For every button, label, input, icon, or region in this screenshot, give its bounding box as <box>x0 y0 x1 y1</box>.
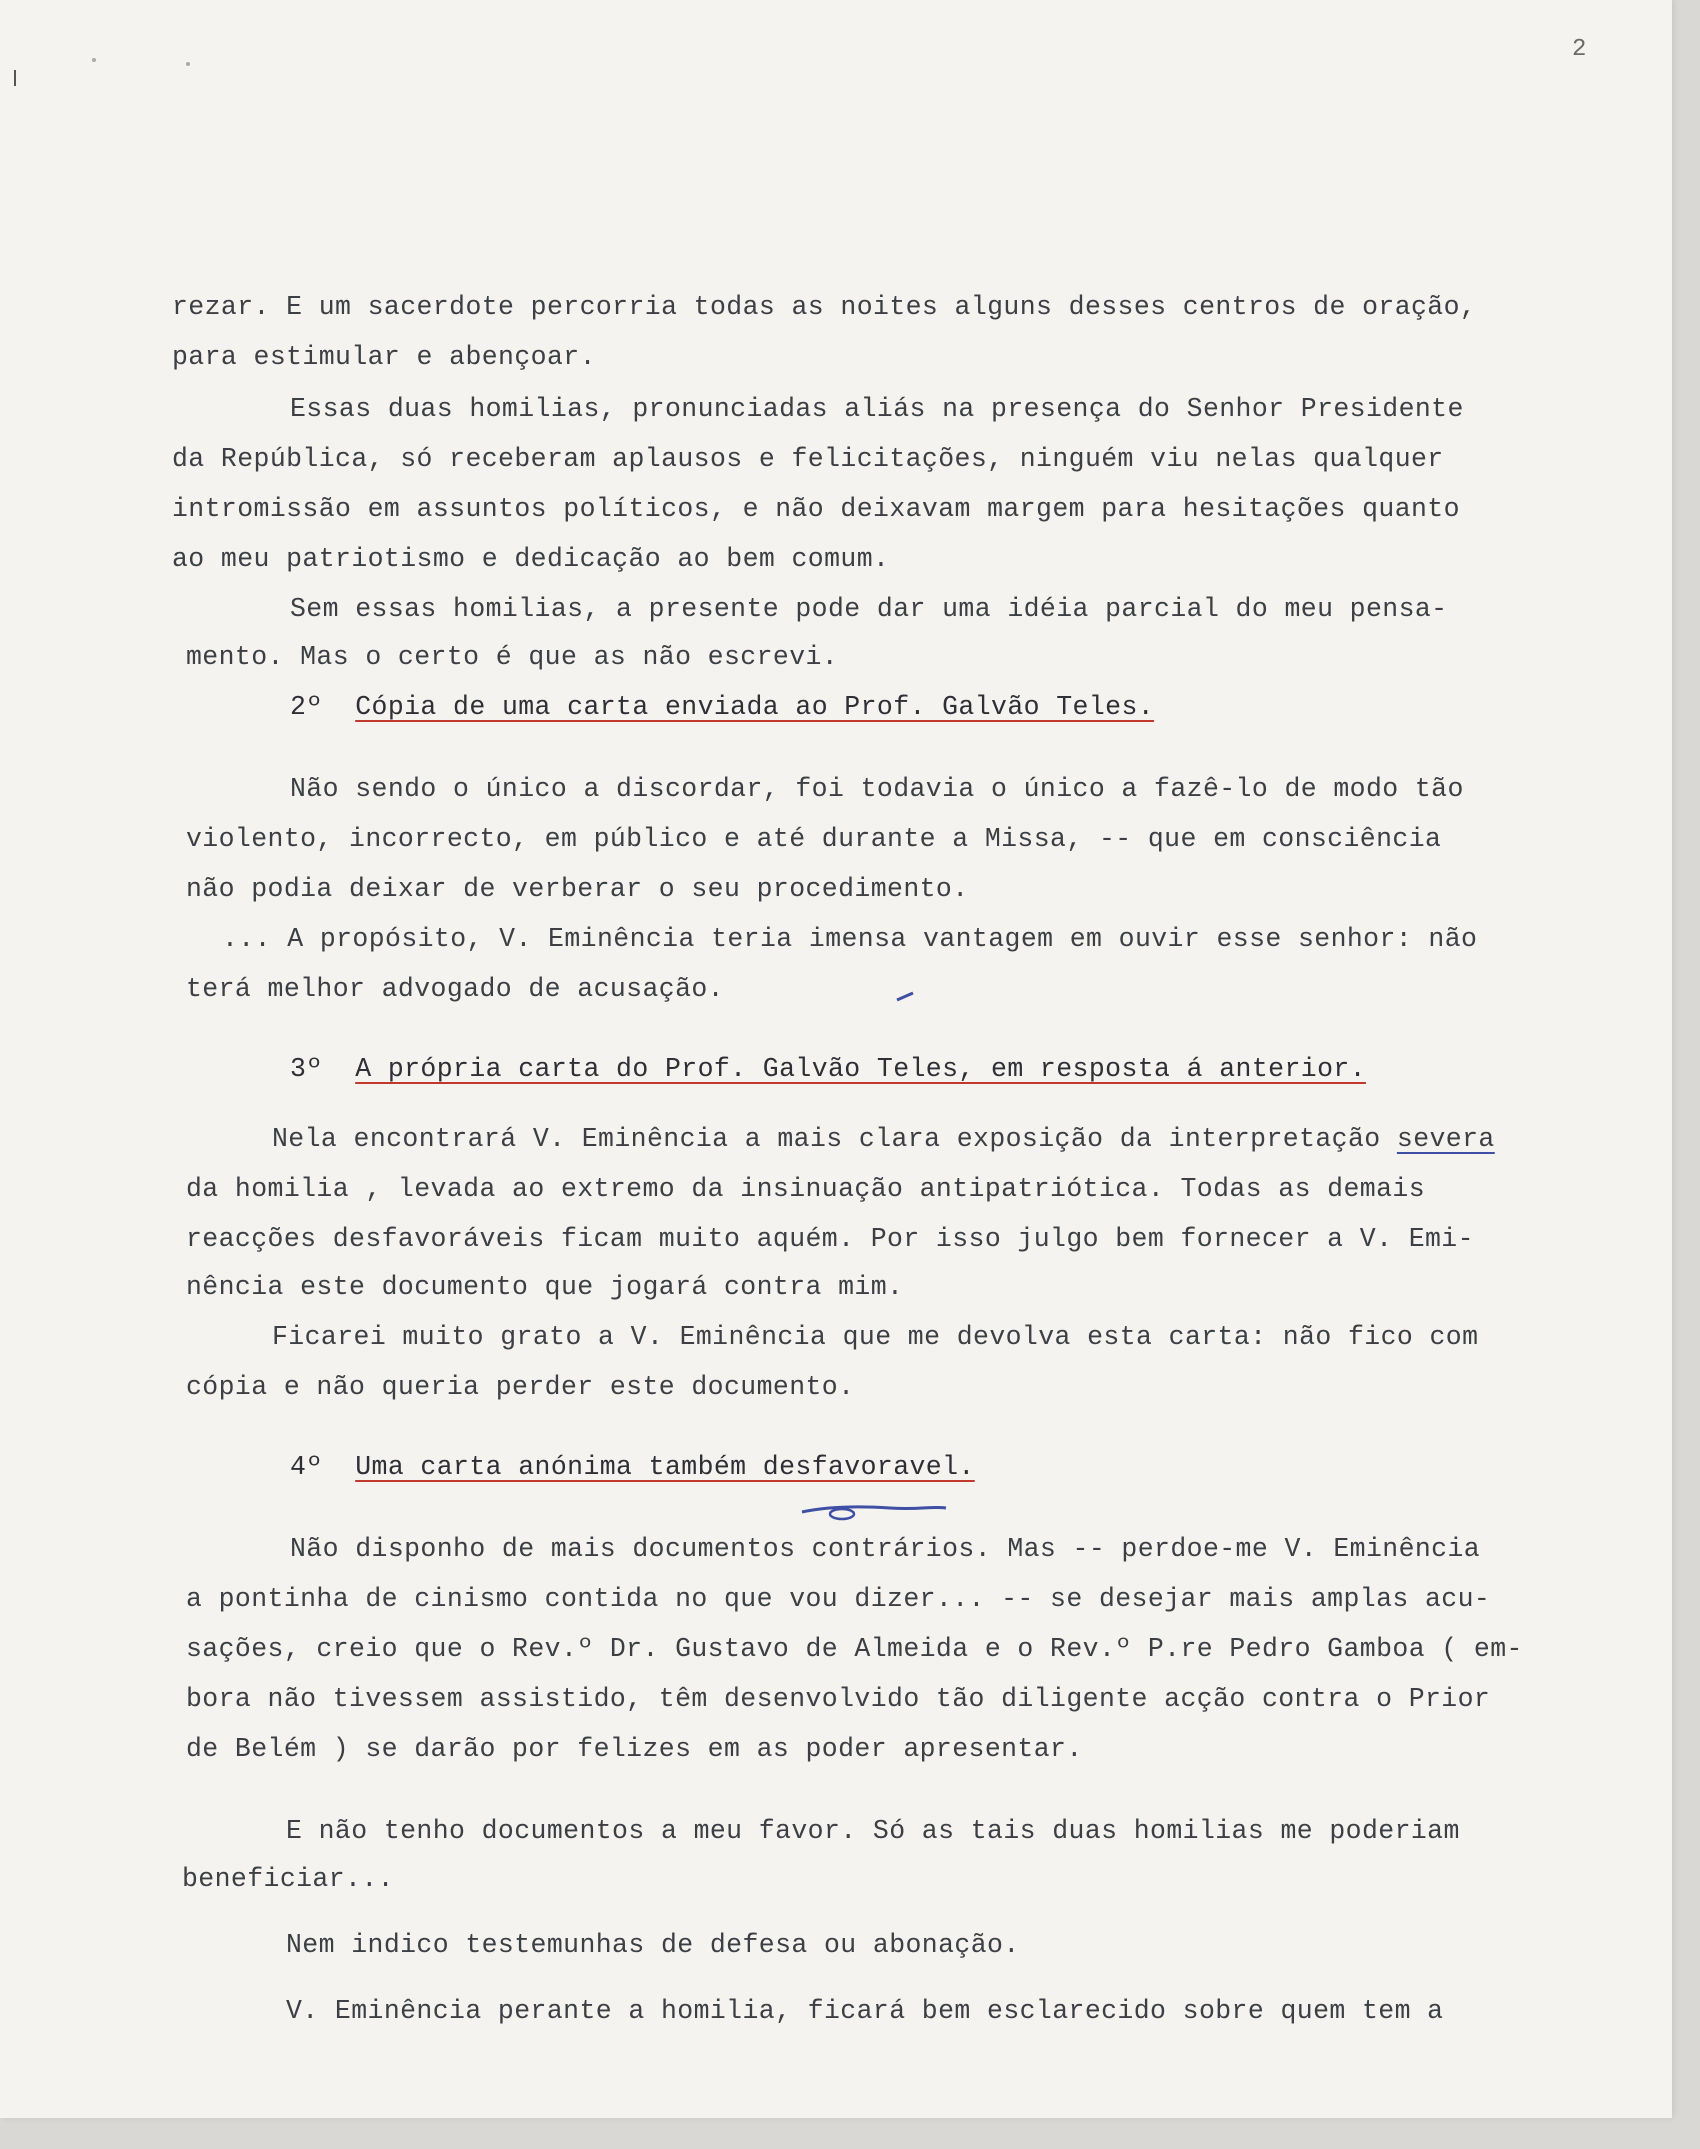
text-line: V. Eminência perante a homilia, ficará bem esclarecido sobre quem tem a <box>286 1996 1444 2026</box>
text-line <box>272 1126 1495 1153</box>
text-line: Não disponho de mais documentos contrários. Mas -- perdoe-me V. Eminência <box>290 1534 1481 1564</box>
margin-mark <box>14 70 16 86</box>
text-line: da República, só receberam aplausos e felicitações, ninguém viu nelas qualquer <box>172 444 1444 474</box>
text-line: terá melhor advogado de acusação. <box>186 974 724 1004</box>
text-line: não podia deixar de verberar o seu procedimento. <box>186 874 969 904</box>
text-line: Essas duas homilias, pronunciadas aliás na presença do Senhor Presidente <box>290 394 1464 424</box>
text-line: nência este documento que jogará contra mim. <box>186 1272 904 1302</box>
text-line: rezar. E um sacerdote percorria todas as noites alguns desses centros de oração, <box>172 292 1477 322</box>
text-line: sações, creio que o Rev.º Dr. Gustavo de Almeida e o Rev.º P.re Pedro Gamboa ( em- <box>186 1634 1523 1664</box>
text-line: Nem indico testemunhas de defesa ou abonação. <box>286 1930 1020 1960</box>
pen-tick-mark <box>895 990 917 1004</box>
text-line: Ficarei muito grato a V. Eminência que me devolva esta carta: não fico com <box>272 1322 1479 1352</box>
text-line: beneficiar... <box>182 1864 394 1894</box>
heading-text: A própria carta do Prof. Galvão Teles, em resposta á anterior. <box>355 1054 1366 1084</box>
underlined-word: severa <box>1396 1124 1495 1154</box>
text-line: a pontinha de cinismo contida no que vou dizer... -- se desejar mais amplas acu- <box>186 1584 1491 1614</box>
text-line: ... A propósito, V. Eminência teria imensa vantagem em ouvir esse senhor: não <box>222 924 1478 954</box>
text-line: de Belém ) se darão por felizes em as poder apresentar. <box>186 1734 1083 1764</box>
text-line: para estimular e abençoar. <box>172 342 596 372</box>
text-line: Sem essas homilias, a presente pode dar uma idéia parcial do meu pensa- <box>290 594 1448 624</box>
section-heading-3 <box>290 1056 1366 1083</box>
heading-number: 3º <box>290 1054 323 1084</box>
text-line: ao meu patriotismo e dedicação ao bem comum. <box>172 544 890 574</box>
page-number: 2 <box>1572 36 1587 63</box>
text-line: intromissão em assuntos políticos, e não deixavam margem para hesitações quanto <box>172 494 1460 524</box>
text-line: mento. Mas o certo é que as não escrevi. <box>186 642 839 672</box>
heading-text: Uma carta anónima também desfavoravel. <box>355 1452 975 1482</box>
text-line: E não tenho documentos a meu favor. Só as tais duas homilias me poderiam <box>286 1816 1460 1846</box>
text-line: reacções desfavoráveis ficam muito aquém. Por isso julgo bem fornecer a V. Emi- <box>186 1224 1474 1254</box>
heading-text: Cópia de uma carta enviada ao Prof. Galvão Teles. <box>355 692 1155 722</box>
text-line: violento, incorrecto, em público e até durante a Missa, -- que em consciência <box>186 824 1442 854</box>
text-line: bora não tivessem assistido, têm desenvolvido tão diligente acção contra o Prior <box>186 1684 1491 1714</box>
text-fragment: Nela encontrará V. Eminência a mais clara exposição da interpretação <box>272 1124 1381 1154</box>
text-line: da homilia , levada ao extremo da insinuação antipatriótica. Todas as demais <box>186 1174 1425 1204</box>
section-heading-2 <box>290 694 1154 721</box>
heading-number: 4º <box>290 1452 323 1482</box>
paper-speck <box>186 62 190 66</box>
pen-scribble-mark <box>800 1500 950 1524</box>
section-heading-4 <box>290 1454 975 1481</box>
text-line: cópia e não queria perder este documento. <box>186 1372 855 1402</box>
text-line: Não sendo o único a discordar, foi todavia o único a fazê-lo de modo tão <box>290 774 1464 804</box>
heading-number: 2º <box>290 692 323 722</box>
paper-speck <box>92 58 96 62</box>
